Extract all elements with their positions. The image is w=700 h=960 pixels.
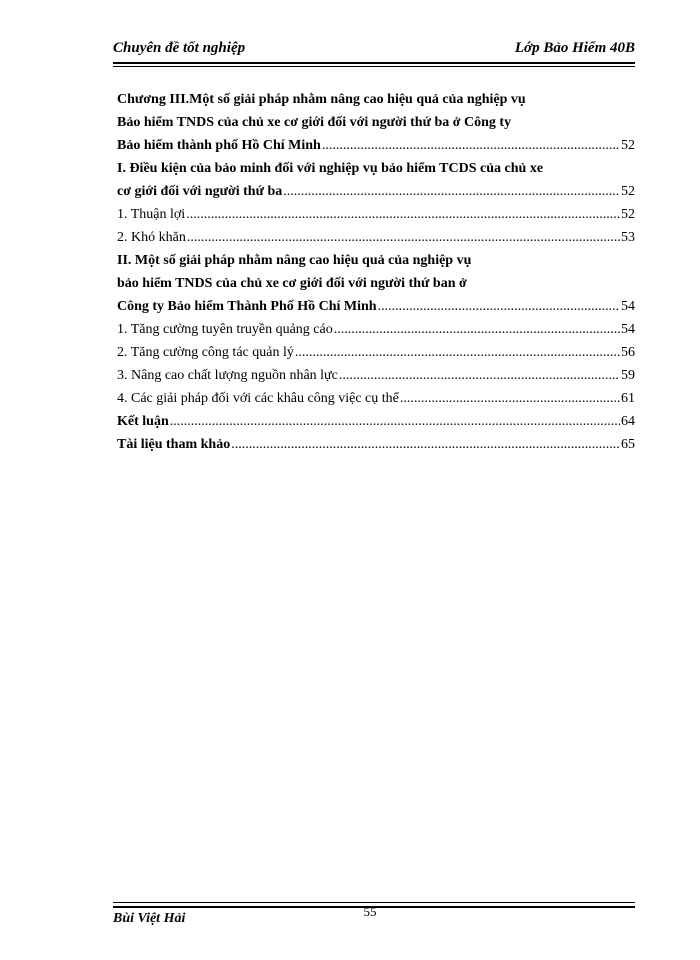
table-of-contents (117, 88, 635, 456)
toc-dot-leader (283, 180, 620, 203)
page-header (113, 38, 635, 62)
toc-entry (117, 318, 635, 341)
toc-entry-page: 53 (621, 230, 635, 245)
toc-entry-page: 65 (621, 437, 635, 452)
toc-entry (117, 88, 635, 111)
toc-entry-text: 3. Nâng cao chất lượng nguồn nhân lực (117, 368, 338, 383)
toc-dot-leader (322, 134, 620, 157)
toc-entry (117, 203, 635, 226)
toc-dot-leader (378, 295, 620, 318)
toc-entry (117, 180, 635, 203)
toc-entry-page: 52 (621, 138, 635, 153)
toc-entry-text: 1. Tăng cường tuyên truyền quảng cáo (117, 322, 333, 337)
toc-entry (117, 341, 635, 364)
toc-dot-leader (186, 203, 620, 226)
toc-entry (117, 249, 635, 272)
toc-entry (117, 387, 635, 410)
toc-entry-page: 64 (621, 414, 635, 429)
toc-dot-leader (187, 226, 620, 249)
footer-rule-thin (113, 902, 635, 903)
toc-entry-text: 2. Tăng cường công tác quản lý (117, 345, 294, 360)
toc-entry-text: cơ giới đối với người thứ ba (117, 184, 283, 199)
header-title: Chuyên đề tốt nghiệp (113, 40, 246, 56)
toc-entry-text: 1. Thuận lợi (117, 207, 186, 222)
toc-entry-page: 54 (621, 322, 635, 337)
toc-entry (117, 272, 635, 295)
toc-dot-leader (334, 318, 620, 341)
toc-entry-text: Bảo hiểm TNDS của chủ xe cơ giới đối với người thứ ba ở Công ty (117, 115, 512, 130)
footer-author: Bùi Việt Hải (113, 911, 186, 926)
header-class: Lớp Bảo Hiểm 40B (514, 40, 635, 56)
toc-entry (117, 410, 635, 433)
toc-entry (117, 157, 635, 180)
toc-dot-leader (170, 410, 620, 433)
toc-entry (117, 134, 635, 157)
toc-entry-text: Công ty Bảo hiểm Thành Phố Hồ Chí Minh (117, 299, 377, 314)
toc-entry-page: 59 (621, 368, 635, 383)
toc-entry-text: 4. Các giải pháp đối với các khâu công việc cụ thể (117, 391, 399, 406)
toc-dot-leader (231, 433, 620, 456)
toc-entry-page: 52 (621, 207, 635, 222)
toc-dot-leader (339, 364, 620, 387)
toc-entry (117, 295, 635, 318)
header-rule-thick (113, 62, 635, 64)
header-rule-thin (113, 66, 635, 67)
toc-entry-page: 61 (621, 391, 635, 406)
toc-entry-text: bảo hiểm TNDS của chủ xe cơ giới đối với người thứ ban ở (117, 276, 467, 291)
toc-entry (117, 111, 635, 134)
toc-dot-leader (400, 387, 620, 410)
toc-dot-leader (295, 341, 620, 364)
toc-entry (117, 226, 635, 249)
toc-entry-page: 52 (621, 184, 635, 199)
toc-entry-page: 56 (621, 345, 635, 360)
toc-entry (117, 364, 635, 387)
toc-entry-text: Bảo hiểm thành phố Hồ Chí Minh (117, 138, 321, 153)
toc-entry-text: 2. Khó khăn (117, 230, 186, 245)
toc-entry-page: 54 (621, 299, 635, 314)
toc-entry-text: II. Một số giải pháp nhằm nâng cao hiệu quả của nghiệp vụ (117, 253, 472, 268)
toc-entry-text: Chương III.Một số giải pháp nhằm nâng cao hiệu quả của nghiệp vụ (117, 92, 526, 107)
page-number: 55 (363, 904, 377, 919)
toc-entry-text: Tài liệu tham khảo (117, 437, 231, 452)
toc-entry-text: I. Điều kiện của bảo minh đối với nghiệp vụ bảo hiểm TCDS của chủ xe (117, 161, 544, 176)
toc-entry-text: Kết luận (117, 414, 169, 429)
toc-entry (117, 433, 635, 456)
